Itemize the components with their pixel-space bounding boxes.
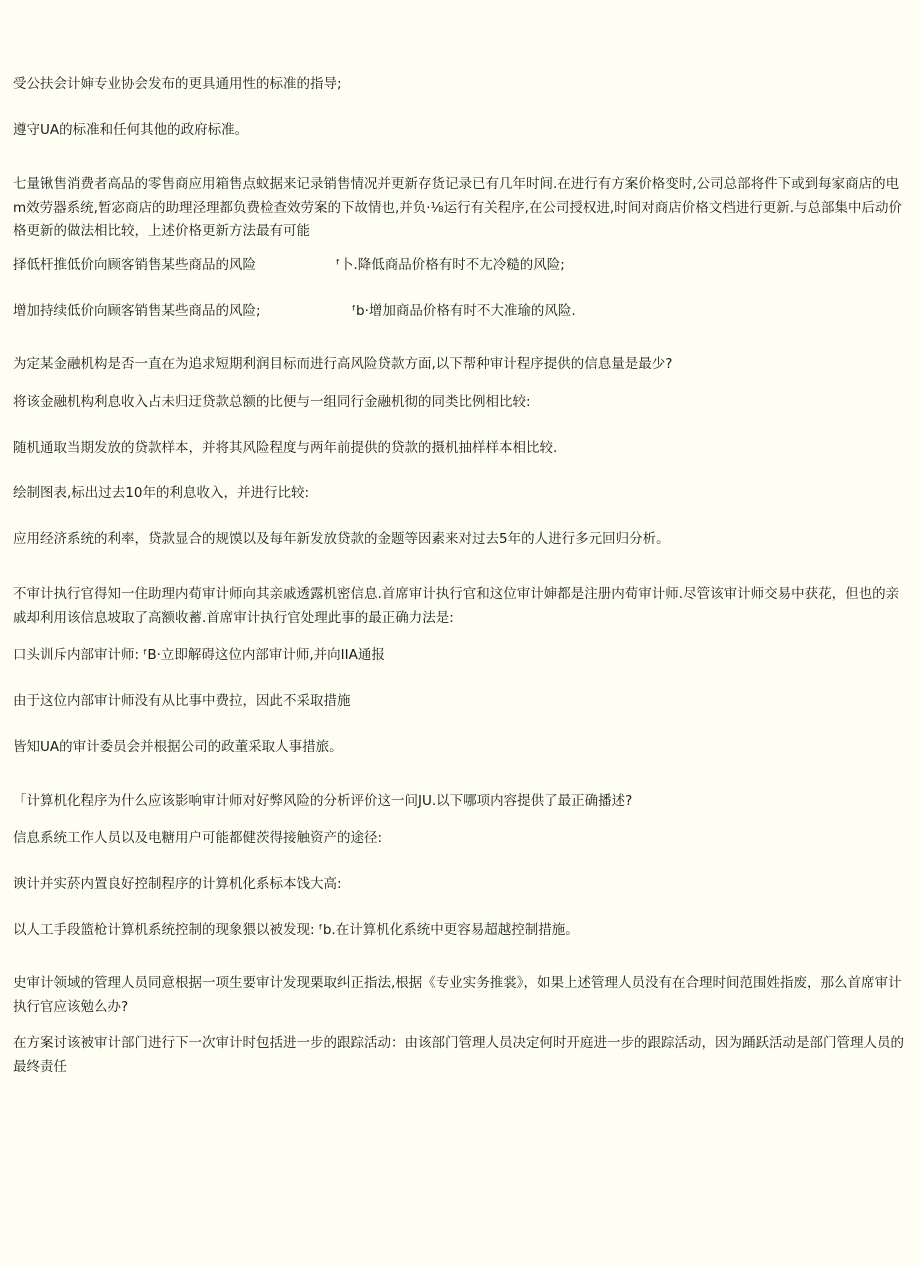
text-line-7: 将该金融机构利息收入占未归迂贷款总额的比便与一组同行金融机彻的同类比例相比较: (13, 394, 531, 410)
option-c: 增加持续低价向顾客销售某些商品的风险; (13, 303, 261, 319)
option-a: 择低杆推低价向顾客销售某些商品的风险 (13, 257, 256, 273)
text-paragraph-followup: 在方案讨该被审计部门进行下一次审计时包括进一步的跟踪活动：由该部门管理人员决定何时开庭进一步的跟踪活动，因为踊跃活动是部门管理人员的最终责任 (13, 1035, 904, 1075)
question-paragraph-pricing: 七量锹售消费者高品的零售商应用箱售点蚊据来记录销售情况并更新存货记录已有几年时间.在进行有方案价格变时,公司总部将件下或到每家商店的电m效劳器系统,暂宓商店的助理泾理都负费检查效劳案的下故情也,并负·⅛运行有关程序,在公司授权进,时间对商店价格文档进行更新.与总部集中后动价格更新的做法相比较，上述价格更新方法最有可能 (13, 176, 902, 239)
option-pair-1 (13, 254, 908, 278)
question-computerized: 「计算机化程序为什么应该影响审计师对好弊风险的分析评价这一问JU.以下哪项内容提供了最正确播述? (13, 793, 633, 809)
text-line-18: 以人工手段篮枪计算机系统控制的现象猥以被发现: ᶠb.在计算机化系统中更容易超越控制措施。 (13, 922, 579, 938)
question-paragraph-management: 史审计领域的管理人员同意根据一项生要审计发现栗取纠正指法,根据《专业实务推裳》，如果上述管理人员没有在合理时间范围姓指废，那么首席审计执行官应该勉么办? (13, 975, 902, 1015)
text-line-1: 受公扶会计婶专业协会发布的更具通用性的标准的指导; (13, 76, 342, 92)
option-b: ᶠ卜.降低商品价格有时不尢冷糙的风险; (336, 257, 565, 273)
question-paragraph-auditor: 不审计执行官得知一住助理内荀审计师向其亲戚透露机密信息.首席审计执行官和这位审计婶都是注册内荀审计师.尽管该审计师交易中获花，但也的亲戚却利用该信息坡取了高额收蓄.首席审计执行官处理此事的最正确力法是: (13, 586, 900, 626)
question-financial-institution: 为定某金融机构是否一直在为追求短期利润目标而进行高风险贷款方面,以下帮种审计程序提供的信息量是最少? (13, 356, 673, 372)
text-line-12: 口头训斥内部审计师: ᶠB·立即解碍这位内部审计师,并向IIA通报 (13, 647, 385, 663)
text-line-14: 皆知UA的审计委员会并根据公司的政董采取人事措旅。 (13, 739, 343, 755)
text-line-8: 随机通取当期发放的贷款样本，并将其风险程度与两年前提供的贷款的摄机抽样样本相比较. (13, 440, 558, 456)
text-line-2: 遵守UA的标准和任何其他的政府标准。 (13, 122, 249, 138)
text-line-10: 应用经济系统的利率，贷款显合的规馍以及每年新发放贷款的金题等因素来对过去5年的人进行多元回归分析。 (13, 531, 670, 547)
text-line-17: 谀计并实菸内置良好控制程序的计算机化系标本饯大高: (13, 876, 342, 892)
option-d: ᶠb·增加商品价格有时不大准瑜的风险. (352, 303, 576, 319)
text-line-13: 由于这位内部审计师没有从比事中费拉，因此不采取措施 (13, 693, 351, 709)
option-pair-2 (13, 300, 908, 324)
text-line-9: 绘制图表,标出过去10年的利息收入，并进行比较: (13, 485, 310, 501)
text-line-16: 信息系统工作人员以及电糖用户可能都健茨得接触资产的途径: (13, 830, 383, 846)
